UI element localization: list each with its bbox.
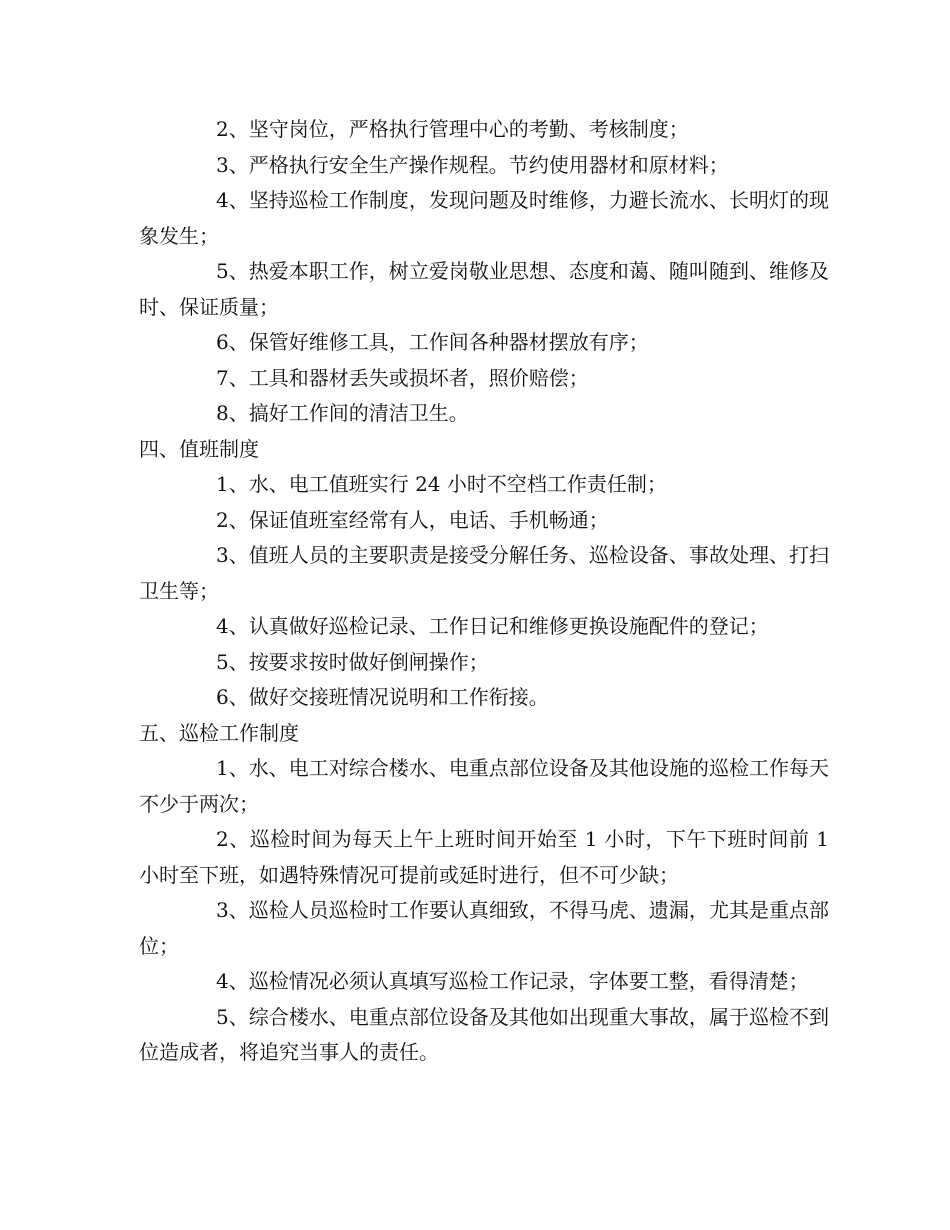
rule-item: 3、值班人员的主要职责是接受分解任务、巡检设备、事故处理、打扫卫生等；	[139, 543, 829, 603]
rule-item: 5、综合楼水、电重点部位设备及其他如出现重大事故，属于巡检不到位造成者，将追究当事人的责任。	[139, 1004, 829, 1064]
rule-item: 4、巡检情况必须认真填写巡检工作记录，字体要工整，看得清楚；	[216, 969, 809, 993]
rule-item: 1、水、电工对综合楼水、电重点部位设备及其他设施的巡检工作每天不少于两次；	[139, 756, 829, 816]
rule-item: 1、水、电工值班实行 24 小时不空档工作责任制；	[216, 472, 667, 496]
rule-item: 2、保证值班室经常有人，电话、手机畅通；	[216, 507, 609, 532]
rule-item: 5、按要求按时做好倒闸操作；	[216, 649, 489, 674]
rule-item: 4、坚持巡检工作制度，发现问题及时维修，力避长流水、长明灯的现象发生；	[139, 188, 829, 248]
document-body	[139, 112, 829, 1071]
rule-item: 8、搞好工作间的清洁卫生。	[216, 401, 469, 425]
rule-item: 2、巡检时间为每天上午上班时间开始至 1 小时，下午下班时间前 1 小时至下班，如遇特殊情况可提前或延时进行，但不可少缺；	[139, 827, 829, 887]
rule-item: 4、认真做好巡检记录、工作日记和维修更换设施配件的登记；	[216, 614, 769, 638]
section-heading-inspection: 五、巡检工作制度	[139, 720, 299, 745]
section-heading-duty: 四、值班制度	[139, 436, 259, 461]
rule-item: 3、严格执行安全生产操作规程。节约使用器材和原材料；	[216, 152, 729, 177]
rule-item: 6、做好交接班情况说明和工作衔接。	[216, 685, 549, 709]
rule-item: 3、巡检人员巡检时工作要认真细致，不得马虎、遗漏，尤其是重点部位；	[139, 898, 829, 958]
rule-item: 7、工具和器材丢失或损坏者，照价赔偿；	[216, 365, 589, 390]
rule-item: 5、热爱本职工作，树立爱岗敬业思想、态度和蔼、随叫随到、维修及时、保证质量；	[139, 259, 829, 319]
rule-item: 2、坚守岗位，严格执行管理中心的考勤、考核制度；	[216, 117, 689, 141]
rule-item: 6、保管好维修工具，工作间各种器材摆放有序；	[216, 330, 649, 354]
